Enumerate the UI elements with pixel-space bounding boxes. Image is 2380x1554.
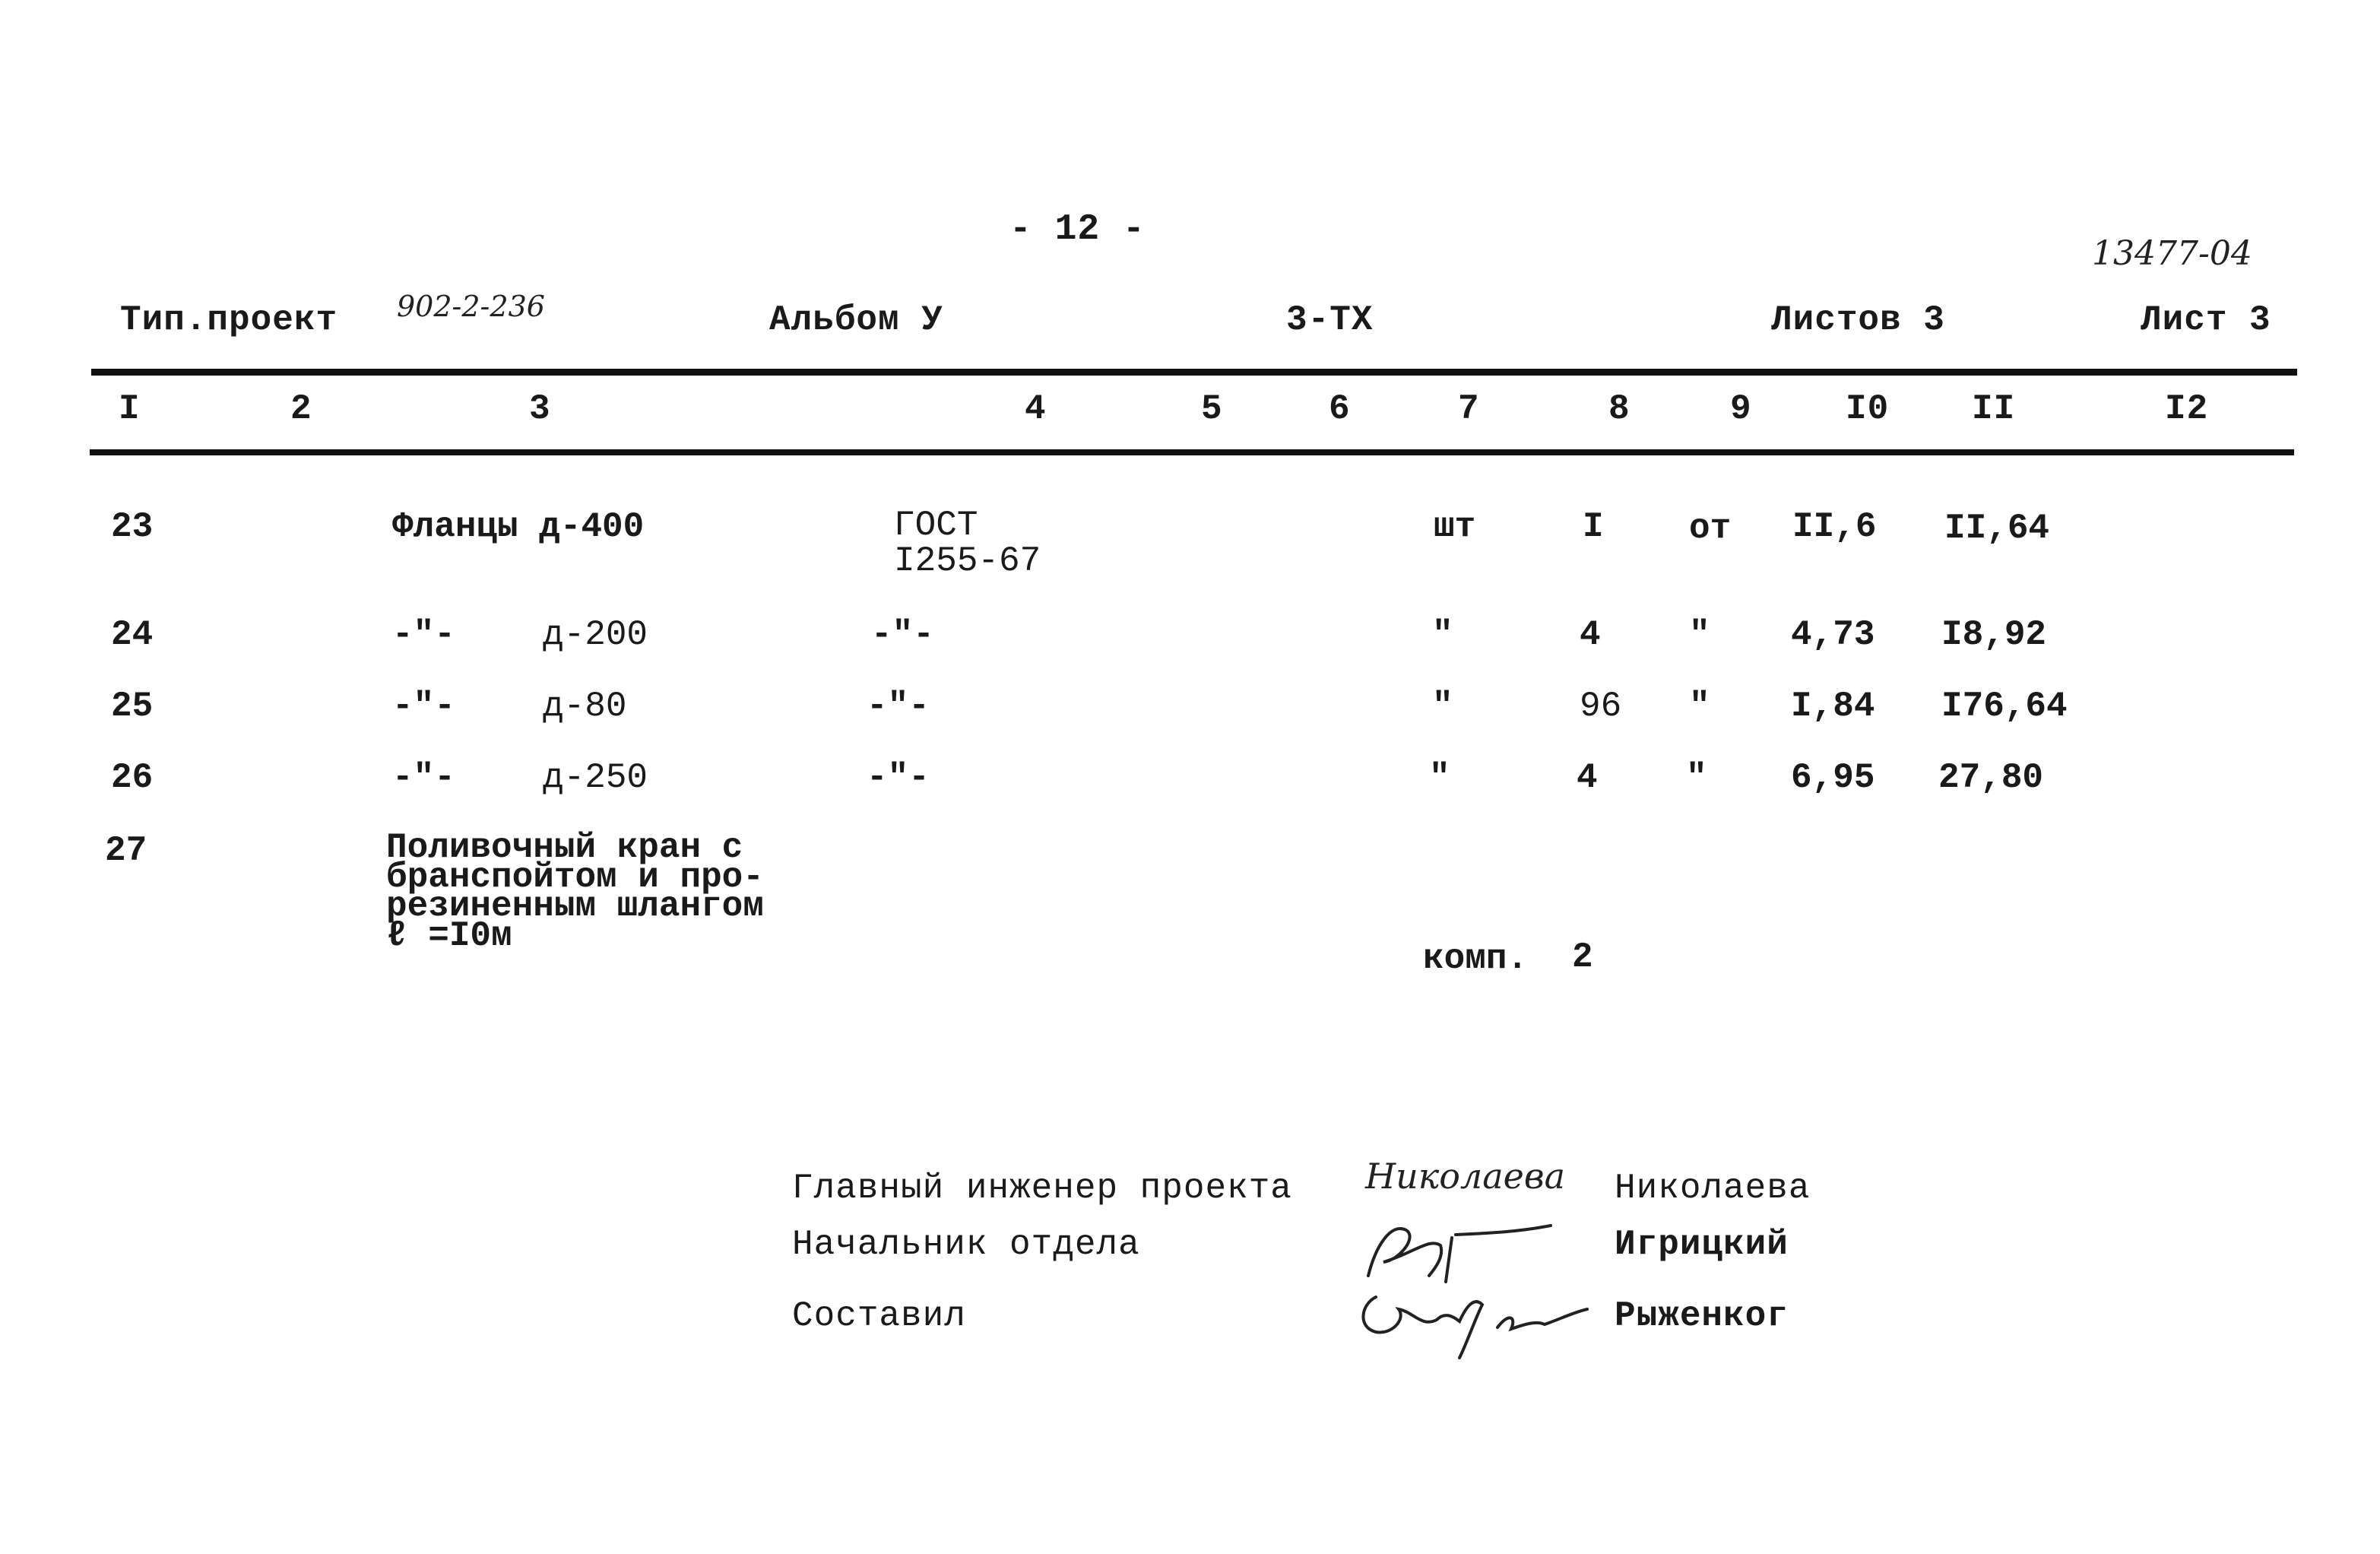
col-header-6: 6: [1329, 389, 1351, 429]
tip-proekt-label: Тип.проект: [120, 300, 338, 340]
col-header-4: 4: [1025, 389, 1047, 429]
row-24-total-mass: I8,92: [1941, 615, 2047, 655]
sheets-total: Листов 3: [1771, 300, 1945, 340]
row-26-qty: 4: [1577, 758, 1598, 798]
row-24-qty: 4: [1580, 615, 1601, 655]
row-24-unit-mass: 4,73: [1791, 615, 1875, 655]
col-header-12: I2: [2165, 389, 2209, 429]
row-27-name: Поливочный кран с бранспойтом и про- резиненным шлангом ℓ =I0м: [386, 828, 764, 956]
row-23-unit-mass: II,6: [1792, 507, 1877, 547]
col-header-11: II: [1972, 389, 2016, 429]
name-nikolaeva: Николаева: [1615, 1169, 1811, 1208]
sheet-number: Лист 3: [2141, 300, 2271, 340]
document-code: 13477-04: [2092, 234, 2252, 273]
row-25-col9: ": [1689, 687, 1710, 726]
header-top-rule: [91, 369, 2297, 376]
row-26-name: -"-: [392, 758, 455, 798]
name-igritsky: Игрицкий: [1615, 1225, 1789, 1264]
col-header-7: 7: [1458, 389, 1480, 429]
col-header-8: 8: [1608, 389, 1631, 429]
header-bottom-rule: [90, 449, 2294, 455]
row-26-name-dim: д-250: [543, 758, 648, 798]
row-23-total-mass: II,64: [1944, 509, 2050, 548]
role-compiled-by: Составил: [792, 1296, 966, 1336]
signature-ryzhenko: [1345, 1282, 1604, 1364]
row-24-col9: ": [1689, 615, 1710, 655]
handwritten-signature-text: Николаева: [1365, 1156, 1566, 1197]
col-header-1: I: [119, 389, 141, 429]
row-26-standard: -"-: [867, 758, 930, 798]
row-26-num: 26: [111, 758, 154, 798]
row-27-unit: комп.: [1423, 939, 1529, 978]
row-26-total-mass: 27,80: [1938, 758, 2044, 798]
col-header-5: 5: [1201, 389, 1223, 429]
row-23-name: Фланцы д-400: [392, 507, 645, 547]
row-26-unit: ": [1429, 758, 1450, 798]
row-24-name-dim: д-200: [543, 615, 648, 655]
row-26-col9: ": [1686, 758, 1707, 798]
row-27-num: 27: [105, 831, 147, 871]
row-25-unit: ": [1432, 687, 1453, 726]
album-label: Альбом У: [769, 300, 943, 340]
role-department-head: Начальник отдела: [792, 1225, 1140, 1264]
name-ryzhenko: Рыженког: [1615, 1296, 1789, 1336]
role-chief-engineer: Главный инженер проекта: [792, 1169, 1292, 1208]
page-number: - 12 -: [1009, 209, 1146, 250]
tip-proekt-value: 902-2-236: [397, 290, 545, 323]
row-26-unit-mass: 6,95: [1791, 758, 1875, 798]
col-header-2: 2: [290, 389, 312, 429]
row-25-standard: -"-: [867, 687, 930, 726]
row-25-name-dim: д-80: [543, 687, 627, 726]
row-23-qty: I: [1583, 507, 1604, 547]
col-header-9: 9: [1730, 389, 1752, 429]
row-24-unit: ": [1432, 615, 1453, 655]
row-24-name: -"-: [392, 615, 455, 655]
row-25-unit-mass: I,84: [1791, 687, 1875, 726]
col-header-10: I0: [1846, 389, 1890, 429]
col-header-3: 3: [529, 389, 551, 429]
row-23-col9: от: [1689, 509, 1732, 548]
row-23-num: 23: [111, 507, 154, 547]
row-27-qty: 2: [1572, 937, 1593, 977]
row-24-standard: -"-: [871, 615, 934, 655]
row-23-unit: шт: [1434, 507, 1476, 547]
section-label: 3-ТХ: [1286, 300, 1374, 340]
row-25-name: -"-: [392, 687, 455, 726]
row-23-standard: ГОСТ I255-67: [894, 506, 1041, 581]
row-24-num: 24: [111, 615, 154, 655]
row-25-total-mass: I76,64: [1941, 687, 2068, 726]
signature-igritsky: [1345, 1215, 1581, 1288]
row-25-num: 25: [111, 687, 154, 726]
row-25-qty: 96: [1580, 687, 1622, 726]
